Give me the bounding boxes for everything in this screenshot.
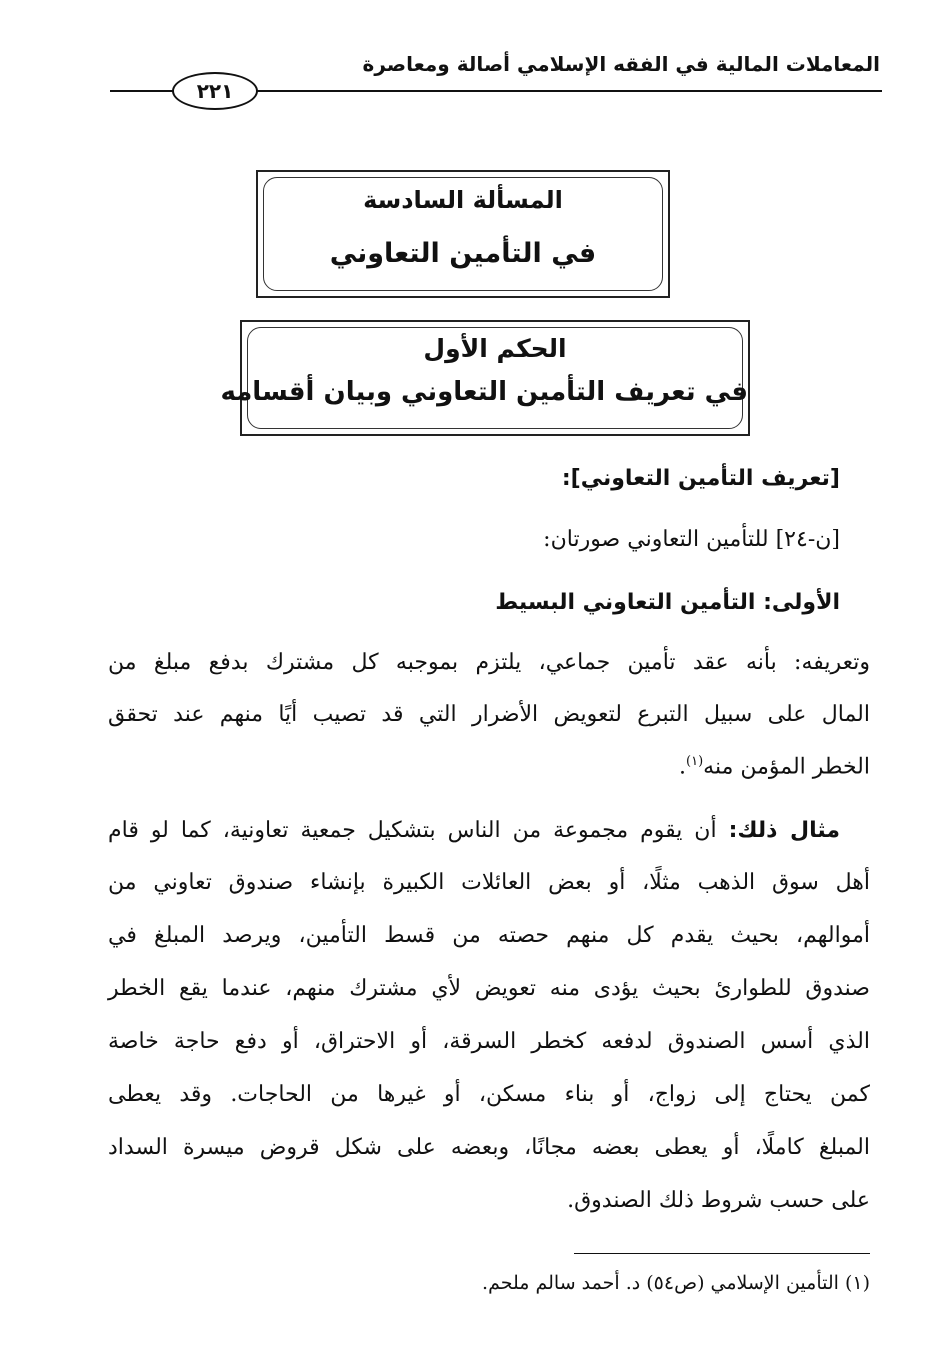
example-line: صندوق للطوارئ بحيث يؤدى منه تعويض لأي مشترك منهم، عندما يقع الخطر (108, 976, 870, 1001)
first-type-heading (495, 590, 840, 615)
definition-line: وتعريفه: بأنه عقد تأمين جماعي، يلتزم بموجبه كل مشترك بدفع مبلغ من (108, 650, 870, 675)
example-line: الذي أسس الصندوق لدفعه كخطر السرقة، أو الاحتراق، أو دفع حاجة خاصة (108, 1029, 870, 1054)
definition-last-line (679, 754, 870, 779)
example-label: مثال ذلك: (728, 818, 840, 843)
intro-text: للتأمين التعاوني صورتان: (543, 527, 776, 552)
intro-paragraph (543, 527, 840, 552)
definition-end: . (679, 754, 687, 780)
example-text: أن يقوم مجموعة من الناس بتشكيل جمعية تعاونية، كما لو قام (108, 818, 729, 843)
footnote-rule (574, 1253, 870, 1254)
running-title: المعاملات المالية في الفقه الإسلامي أصالة ومعاصرة (362, 52, 880, 76)
example-line (108, 818, 840, 843)
ruling-title: الحكم الأول (423, 334, 567, 363)
issue-subtitle: في التأمين التعاوني (329, 238, 597, 269)
example-line: أهل سوق الذهب مثلًا، أو بعض العائلات الكبيرة بإنشاء صندوق تعاوني من (108, 870, 870, 895)
first-type-title: التأمين التعاوني البسيط (495, 590, 764, 615)
first-type-label: الأولى: (763, 590, 840, 615)
example-last-line: على حسب شروط ذلك الصندوق. (567, 1188, 870, 1213)
example-line: كمن يحتاج إلى زواج، أو بناء مسكن، أو غيرها من الحاجات. وقد يعطى (108, 1082, 870, 1107)
issue-title: المسألة السادسة (363, 186, 563, 214)
ruling-subtitle: في تعريف التأمين التعاوني وبيان أقسامه (220, 377, 748, 407)
intro-ref: [ن-٢٤] (775, 527, 840, 552)
section-heading: [تعريف التأمين التعاوني]: (561, 466, 840, 491)
definition-line: المال على سبيل التبرع لتعويض الأضرار التي قد تصيب أيًا منهم عند تحقق (108, 702, 870, 727)
footnote: (١) التأمين الإسلامي (ص٥٤) د. أحمد سالم ملحم. (482, 1272, 870, 1294)
footnote-marker[interactable]: (١) (686, 754, 704, 769)
definition-last-text: الخطر المؤمن منه (703, 754, 870, 780)
example-line: أموالهم، بحيث يقدم كل منهم حصته من قسط التأمين، ويرصد المبلغ في (108, 923, 870, 948)
issue-title-frame (256, 170, 670, 298)
example-line: المبلغ كاملًا، أو يعطى بعضه مجانًا، وبعضه على شكل قروض ميسرة السداد (108, 1135, 870, 1160)
ruling-title-frame (220, 320, 750, 436)
page-number: ٢٢١ (172, 72, 258, 110)
